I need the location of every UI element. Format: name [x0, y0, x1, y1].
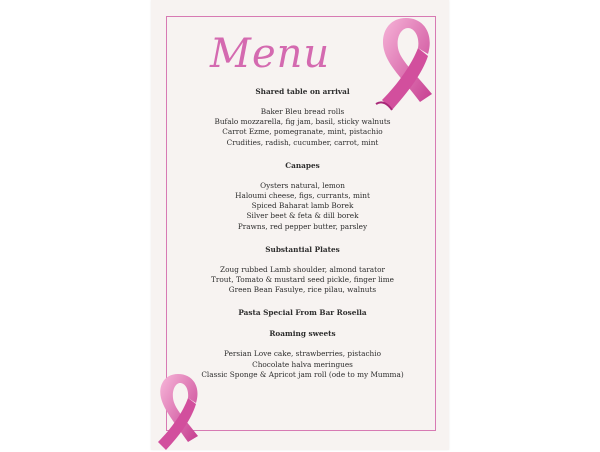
- menu-item: Chocolate halva meringues: [252, 359, 353, 369]
- menu-item: Spiced Baharat lamb Borek: [251, 201, 354, 211]
- menu-item: Persian Love cake, strawberries, pistachio: [224, 349, 381, 359]
- menu-content: [180, 86, 425, 380]
- menu-title: Menu: [210, 31, 331, 77]
- menu-item: Silver beet & feta & dill borek: [246, 211, 359, 221]
- menu-item: Baker Bleu bread rolls: [260, 107, 345, 116]
- menu-item: Green Bean Fasulye, rice pilau, walnuts: [228, 285, 377, 295]
- section-heading: Roaming sweets: [269, 329, 336, 339]
- menu-item: Crudities, radish, cucumber, carrot, mint: [226, 137, 379, 147]
- menu-section: [180, 244, 425, 296]
- menu-item: Trout, Tomato & mustard seed pickle, finger lime: [210, 275, 394, 285]
- menu-item: Prawns, red pepper butter, parsley: [237, 221, 368, 231]
- section-heading: Shared table on arrival: [255, 87, 350, 96]
- menu-item: Classic Sponge & Apricot jam roll (ode to my Mumma): [201, 369, 404, 379]
- menu-section: [180, 307, 425, 319]
- menu-item: Carrot Ezme, pomegranate, mint, pistachio: [222, 127, 383, 137]
- menu-item: Haloumi cheese, figs, currants, mint: [235, 191, 370, 201]
- section-heading: Canapes: [285, 160, 320, 170]
- section-heading: Pasta Special From Bar Rosella: [238, 308, 367, 318]
- section-heading: Substantial Plates: [265, 244, 340, 254]
- menu-item: Oysters natural, lemon: [260, 180, 345, 190]
- menu-section: [180, 160, 425, 232]
- menu-item: Bufalo mozzarella, fig jam, basil, sticky walnuts: [214, 117, 391, 127]
- menu-section: [180, 328, 425, 380]
- pink-ribbon-icon: [148, 372, 212, 452]
- menu-section: [180, 86, 425, 148]
- menu-item: Zoug rubbed Lamb shoulder, almond tarator: [220, 264, 385, 274]
